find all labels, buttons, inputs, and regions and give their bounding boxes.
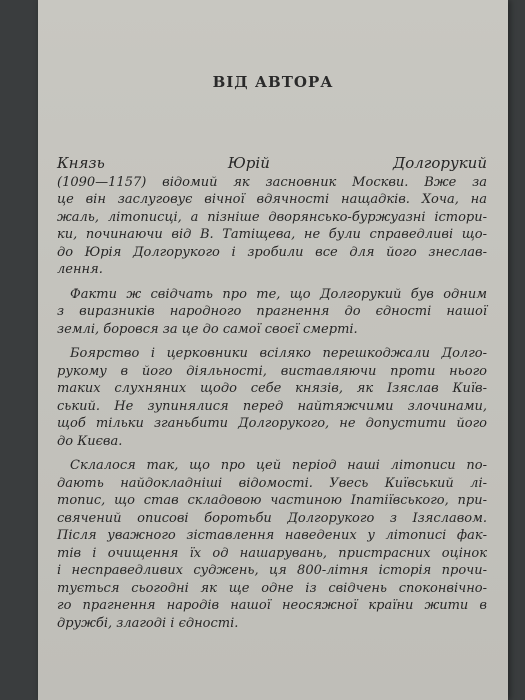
book-page [38,0,508,700]
text-line: це він заслуговує вічної вдячності нащадків. Хоча, на [57,192,487,207]
text-line: лення. [57,262,103,277]
text-line: і несправедливих суджень, ця 800-літня історія прочи- [57,563,487,578]
text-line: таких слухняних щодо себе князів, як Ізяслав Київ- [57,381,487,396]
text-line: дружбі, злагоді і єдності. [57,615,239,631]
paragraph-2 [57,286,487,339]
page-heading: ВІД АВТОРА [212,73,334,91]
text-line: Факти ж свідчать про те, що Долгорукий був одним [70,286,487,302]
text-line: землі, боровся за це до самої своєї смерті. [57,321,358,337]
text-line: свячений описові боротьби Долгорукого з Ізяславом. [57,510,487,526]
text-line: дають найдокладніші відомості. Увесь Київський лі- [57,475,487,491]
text-line: (1090—1157) відомий як засновник Москви. Вже за [57,174,487,190]
text-line: Після уважного зіставлення наведених у літописі фак- [57,528,487,543]
body-text [57,155,487,632]
paragraph-1 [57,155,487,279]
paragraph-4 [57,457,487,632]
paragraph-3 [57,345,487,450]
text-line: ський. Не зупинялися перед найтяжчими злочинами, [57,398,487,414]
text-line: з виразників народного прагнення до єдності нашої [57,304,487,319]
text-line: Боярство і церковники всіляко перешкоджали Долго- [70,346,487,361]
lead-title: Князь Юрій Долгорукий [57,154,487,172]
text-line: рукому в його діяльності, виставляючи проти нього [57,363,487,379]
text-line: ки, починаючи від В. Татіщева, не були справедливі що- [57,227,487,242]
text-line: Склалося так, що про цей період наші літописи по- [70,458,487,473]
text-line: тів і очищення їх од нашарувань, пристрасних оцінок [57,545,487,561]
text-line: го прагнення народів нашої неосяжної країни жити в [57,598,487,613]
text-line: топис, що став складовою частиною Іпатіївського, при- [57,493,487,508]
text-line: жаль, літописці, а пізніше дворянсько-буржуазні істори- [57,209,487,225]
text-line [57,155,487,174]
text-line: до Юрія Долгорукого і зробили все для його знеслав- [57,244,487,260]
text-line: тується сьогодні як ще одне із свідчень споконвічно- [57,580,487,596]
text-line: щоб тільки зганьбити Долгорукого, не допустити його [57,416,487,431]
text-line: до Києва. [57,433,123,449]
